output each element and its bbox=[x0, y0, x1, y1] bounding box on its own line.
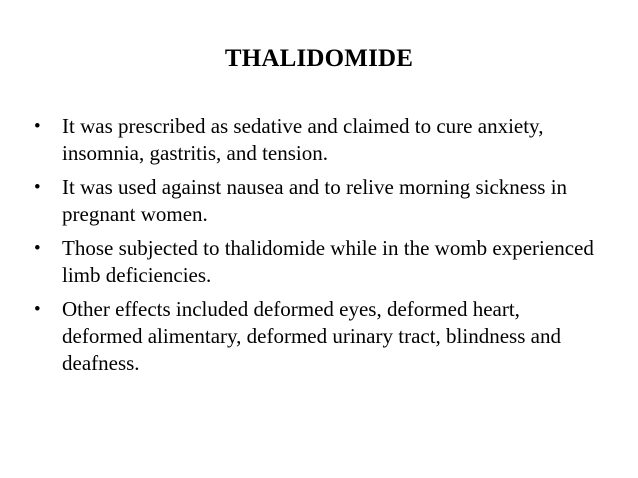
bullet-text: It was prescribed as sedative and claimed to cure anxiety, insomnia, gastritis, and tension. bbox=[62, 114, 544, 165]
bullet-item bbox=[34, 296, 594, 377]
bullet-list bbox=[34, 113, 594, 384]
bullet-item bbox=[34, 113, 594, 167]
bullet-icon: • bbox=[34, 299, 41, 320]
slide-title: THALIDOMIDE bbox=[224, 45, 414, 72]
bullet-icon: • bbox=[34, 238, 41, 259]
bullet-item bbox=[34, 235, 594, 289]
bullet-text: Those subjected to thalidomide while in the womb experienced limb deficiencies. bbox=[62, 236, 594, 287]
bullet-text: Other effects included deformed eyes, deformed heart, deformed alimentary, deformed urinary tract, blindness and deafness. bbox=[62, 297, 561, 375]
bullet-icon: • bbox=[34, 116, 41, 137]
bullet-item bbox=[34, 174, 594, 228]
bullet-icon: • bbox=[34, 177, 41, 198]
bullet-text: It was used against nausea and to relive morning sickness in pregnant women. bbox=[62, 175, 568, 226]
